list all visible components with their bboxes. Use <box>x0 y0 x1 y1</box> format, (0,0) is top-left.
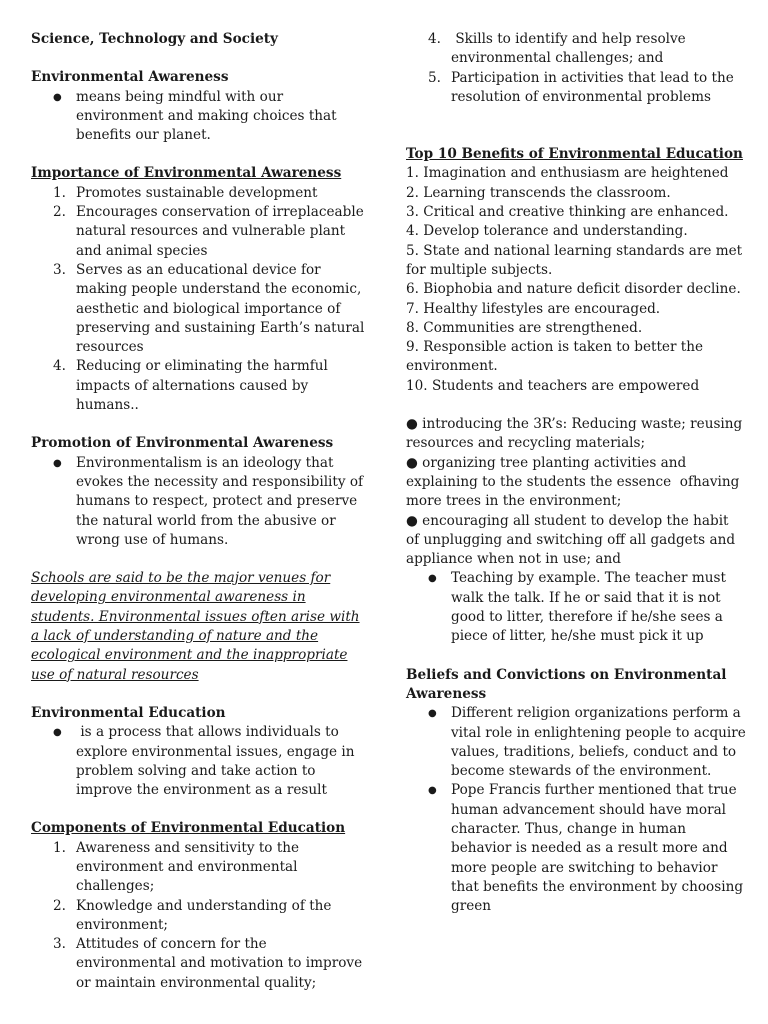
schools-note: Schools are said to be the major venues for developing environmental awareness in students. Environmental issues often arise with a lack of understanding of nature and the ecological environment and the inappropriate use of natural resources <box>31 570 360 683</box>
components-heading: Components of Environmental Education <box>31 820 346 837</box>
importance-heading: Importance of Environmental Awareness <box>31 165 342 182</box>
promotion-heading: Promotion of Environmental Awareness <box>31 435 334 452</box>
right-column <box>406 30 746 916</box>
beliefs-bullet: ● Pope Francis further mentioned that true human advancement should have moral character. Thus, change in human behavior is needed as a result more and more people are switching to behavior that benefits the environment by choosing green <box>406 781 746 916</box>
benefit-item: 8. Communities are strengthened. <box>406 319 643 336</box>
importance-item: 2. Encourages conservation of irreplaceable natural resources and vulnerable plant and animal species <box>53 204 364 259</box>
action-item: ● organizing tree planting activities and explaining to the students the essence ofhaving more trees in the environment; <box>406 454 744 510</box>
importance-item: 4. Reducing or eliminating the harmful impacts of alternations caused by humans.. <box>53 358 328 414</box>
components-item: 3. Attitudes of concern for the environmental and motivation to improve or maintain environmental quality; <box>53 936 363 991</box>
benefit-item: 1. Imagination and enthusiasm are heightened <box>406 165 729 182</box>
components-item: 5. Participation in activities that lead to the resolution of environmental problems <box>428 69 734 105</box>
benefit-item: 2. Learning transcends the classroom. <box>406 184 671 201</box>
beliefs-bullet: ● Different religion organizations perform a vital role in enlightening people to acquire values, traditions, beliefs, conduct and to become stewards of the environment. <box>406 704 746 781</box>
importance-item: 1. Promotes sustainable development <box>53 184 318 201</box>
env-education-heading: Environmental Education <box>31 704 226 721</box>
env-education-bullet: ● is a process that allows individuals to explore environmental issues, engage in problem solving and take action to improve the environment as a result <box>31 723 369 800</box>
benefit-item: 5. State and national learning standards are met for multiple subjects. <box>406 242 743 278</box>
left-column <box>31 30 369 993</box>
document-title: Science, Technology and Society <box>31 31 278 47</box>
components-item: 2. Knowledge and understanding of the environment; <box>53 897 332 933</box>
env-awareness-bullet: ● means being mindful with our environment and making choices that benefits our planet. <box>31 88 369 146</box>
action-item: ● introducing the 3R’s: Reducing waste; reusing resources and recycling materials; <box>406 416 743 452</box>
env-awareness-heading: Environmental Awareness <box>31 69 229 86</box>
benefit-item: 10. Students and teachers are empowered <box>406 377 700 394</box>
benefit-item: 9. Responsible action is taken to better the environment. <box>406 339 704 375</box>
benefit-item: 4. Develop tolerance and understanding. <box>406 223 688 240</box>
benefits-heading: Top 10 Benefits of Environmental Education <box>406 146 743 163</box>
promotion-bullet: ● Environmentalism is an ideology that evokes the necessity and responsibility of humans to respect, protect and preserve the natural world from the abusive or wrong use of humans. <box>31 454 369 550</box>
teaching-bullet: ● Teaching by example. The teacher must walk the talk. If he or said that it is not good to litter, therefore if he/she sees a piece of litter, he/she must pick it up <box>406 569 746 646</box>
benefit-item: 7. Healthy lifestyles are encouraged. <box>406 300 661 317</box>
importance-item: 3. Serves as an educational device for making people understand the economic, aesthetic and biological importance of preserving and sustaining Earth’s natural resources <box>53 261 365 356</box>
benefit-item: 3. Critical and creative thinking are enhanced. <box>406 204 729 221</box>
action-item: ● encouraging all student to develop the habit of unplugging and switching off all gadgets and appliance when not in use; and <box>406 512 736 568</box>
benefit-item: 6. Biophobia and nature deficit disorder decline. <box>406 281 741 298</box>
components-item: 4. Skills to identify and help resolve environmental challenges; and <box>428 31 691 67</box>
components-item: 1. Awareness and sensitivity to the environment and environmental challenges; <box>53 839 300 895</box>
beliefs-heading: Beliefs and Convictions on Environmental Awareness <box>406 666 727 702</box>
